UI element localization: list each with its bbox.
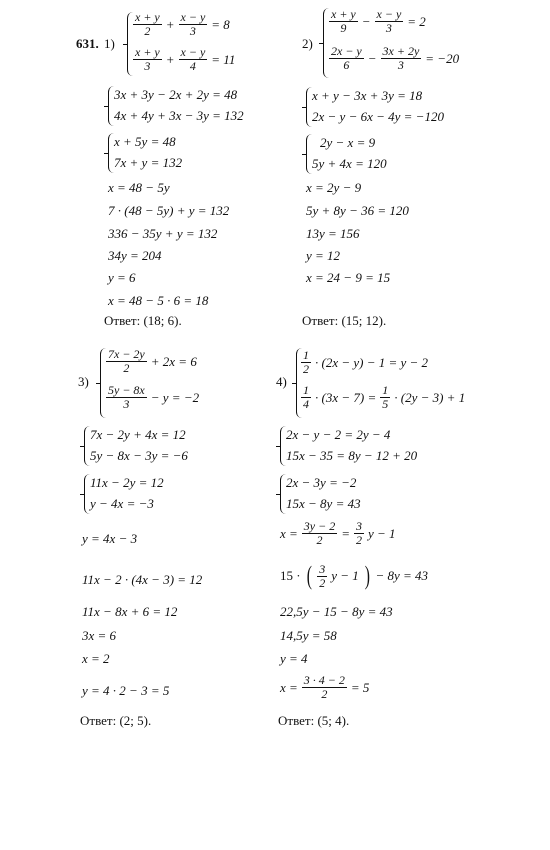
solution-step: x = 2y − 9 (306, 180, 362, 195)
solution-step: 2x − y − 2 = 2y − 4 (286, 427, 391, 442)
solution-step: 336 − 35y + y = 132 (108, 226, 218, 241)
solution-step-parenthesized: 15 · ( $\frac{3}{2}$ y − 1 ) − 8y = 43 (280, 561, 429, 590)
solution-step: x = 2 (82, 651, 110, 666)
solution-step: y = 4x − 3 (82, 531, 138, 546)
p4-system-eq2: $\frac{1}{4}$ · (3x − 7) = $\frac{1}{5}$ · (2y − 3) + 1 (303, 383, 466, 411)
p1-system-eq1: $\frac{x + y}{2}$ + $\frac{x - y}{3}$ = 8 (135, 10, 230, 38)
answer: Ответ: (15; 12). (302, 313, 387, 328)
solution-step: y − 4x = −3 (90, 496, 154, 511)
solution-step: x + y − 3x + 3y = 18 (312, 88, 423, 103)
p4-system-eq1: $\frac{1}{2}$ · (2x − y) − 1 = y − 2 (303, 348, 429, 376)
solution-step: x = 24 − 9 = 15 (306, 270, 391, 285)
solution-step: 5y + 8y − 36 = 120 (306, 203, 409, 218)
solution-step: 11x − 2 · (4x − 3) = 12 (82, 572, 203, 587)
fraction: $\frac{x + y}{3}$ (135, 45, 160, 73)
fraction: $\frac{2x - y}{6}$ (331, 44, 362, 72)
fraction: $\frac{x + y}{2}$ (135, 10, 160, 38)
solution-step: 7x − 2y + 4x = 12 (90, 427, 186, 442)
solution-step-fraction: x = $\frac{3y - 2}{2}$ = $\frac{3}{2}$ y − 1 (280, 519, 396, 547)
solution-step: 22,5y − 15 − 8y = 43 (280, 604, 393, 619)
p3-system-eq1: $\frac{7x - 2y}{2}$ + 2x = 6 (108, 347, 197, 375)
fraction: $\frac{3 \cdot 4 - 2}{2}$ (303, 673, 345, 701)
solution-step: 3x = 6 (82, 628, 117, 643)
solution-step: y = 6 (108, 270, 136, 285)
solution-step: 7x + y = 132 (114, 155, 183, 170)
solution-step: 7 · (48 − 5y) + y = 132 (108, 203, 230, 218)
fraction: $\frac{5y - 8x}{3}$ (108, 383, 145, 411)
solution-step: y = 12 (306, 248, 341, 263)
solution-step: 2x − y − 6x − 4y = −120 (312, 109, 444, 124)
fraction: $\frac{x - y}{3}$ (376, 7, 402, 35)
solution-step: 2y − x = 9 (320, 135, 376, 150)
fraction: $\frac{3}{2}$ (319, 561, 326, 590)
part-1-label: 1) (104, 36, 115, 51)
solution-step: 13y = 156 (306, 226, 360, 241)
p3-system-eq2: $\frac{5y - 8x}{3}$ − y = −2 (108, 383, 200, 411)
fraction: $\frac{3}{2}$ (356, 519, 363, 547)
solution-step: 5y + 4x = 120 (312, 156, 387, 171)
fraction: $\frac{7x - 2y}{2}$ (108, 347, 145, 375)
fraction: $\frac{1}{2}$ (303, 348, 309, 376)
solution-step: 11x − 8x + 6 = 12 (82, 604, 178, 619)
solution-step: x + 5y = 48 (114, 134, 176, 149)
solution-step: 3x + 3y − 2x + 2y = 48 (114, 87, 238, 102)
p1-system-eq2: $\frac{x + y}{3}$ + $\frac{x - y}{4}$ = 11 (135, 45, 236, 73)
solution-step: x = 48 − 5 · 6 = 18 (108, 293, 209, 308)
solution-step: y = 4 (280, 651, 308, 666)
part-2-label: 2) (302, 36, 313, 51)
answer: Ответ: (2; 5). (80, 713, 152, 728)
answer: Ответ: (18; 6). (104, 313, 182, 328)
solution-step: 14,5y = 58 (280, 628, 337, 643)
fraction: $\frac{1}{5}$ (382, 383, 389, 411)
fraction: $\frac{x + y}{9}$ (331, 7, 356, 35)
fraction: $\frac{x - y}{4}$ (180, 45, 206, 73)
solution-step: 34y = 204 (108, 248, 162, 263)
fraction: $\frac{3x + 2y}{3}$ (382, 44, 420, 72)
answer: Ответ: (5; 4). (278, 713, 350, 728)
part-4-label: 4) (276, 374, 287, 389)
solution-step: 5y − 8x − 3y = −6 (90, 448, 188, 463)
p2-system-eq1: $\frac{x + y}{9}$ − $\frac{x - y}{3}$ = 2 (331, 7, 426, 35)
problem-number: 631. (76, 36, 99, 51)
solution-step-fraction: x = $\frac{3 \cdot 4 - 2}{2}$ = 5 (280, 673, 370, 701)
solution-step: 2x − 3y = −2 (286, 475, 357, 490)
solution-step: 11x − 2y = 12 (90, 475, 164, 490)
solution-step: 15x − 35 = 8y − 12 + 20 (286, 448, 418, 463)
solution-step: 4x + 4y + 3x − 3y = 132 (114, 108, 244, 123)
p2-system-eq2: $\frac{2x - y}{6}$ − $\frac{3x + 2y}{3}$ = −20 (331, 44, 460, 72)
solution-step: 15x − 8y = 43 (286, 496, 361, 511)
solution-step: x = 48 − 5y (108, 180, 170, 195)
part-3-label: 3) (78, 374, 89, 389)
fraction: $\frac{1}{4}$ (303, 383, 309, 411)
fraction: $\frac{3y - 2}{2}$ (303, 519, 336, 547)
solution-step: y = 4 · 2 − 3 = 5 (82, 683, 170, 698)
fraction: $\frac{x - y}{3}$ (180, 10, 206, 38)
